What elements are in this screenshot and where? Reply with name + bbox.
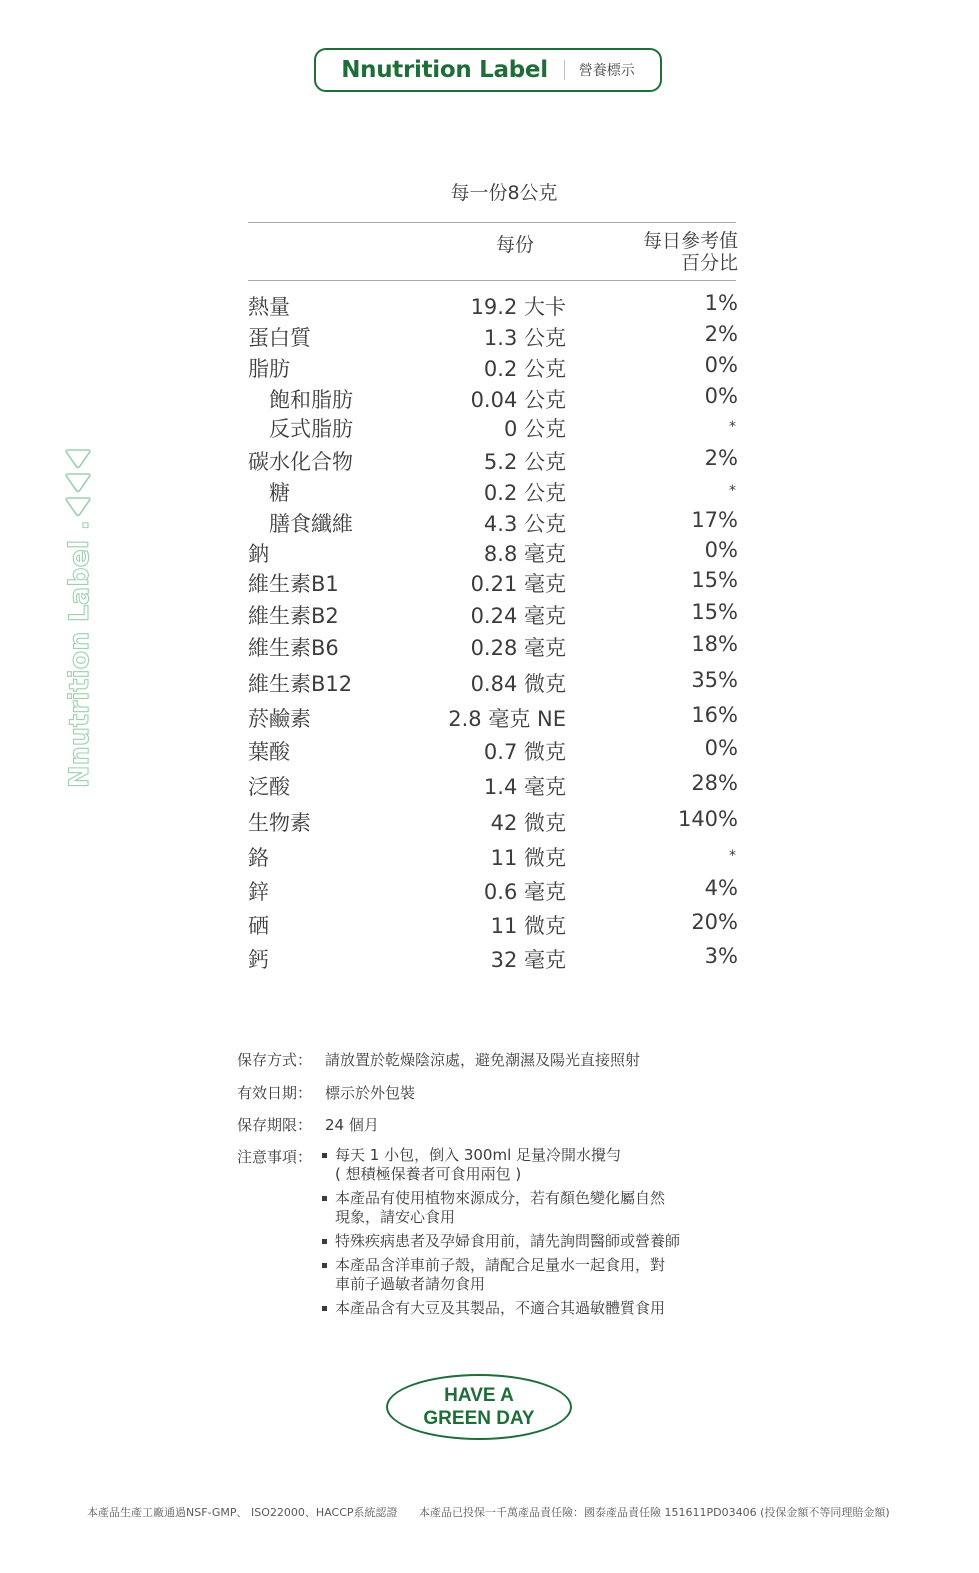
nutrient-name: 糖 xyxy=(269,481,290,505)
shelf-life-label: 保存期限： xyxy=(237,1116,313,1134)
caution-item xyxy=(321,1146,741,1184)
expiry-value: 標示於外包裝 xyxy=(325,1084,416,1102)
nutrient-name: 維生素B1 xyxy=(248,572,339,596)
nutrient-daily-value: 17% xyxy=(691,508,738,532)
nutrient-amount: 42 微克 xyxy=(490,811,566,835)
expiry-label: 有效日期： xyxy=(237,1084,313,1102)
nutrient-name: 飽和脂肪 xyxy=(269,388,353,412)
nutrient-name: 蛋白質 xyxy=(248,326,311,350)
serving-size: 每一份8公克 xyxy=(450,182,558,204)
slogan-line2: GREEN DAY xyxy=(423,1408,535,1429)
nutrient-name: 碳水化合物 xyxy=(248,450,353,474)
side-vertical-label xyxy=(58,446,98,790)
nutrient-amount: 0.2 公克 xyxy=(483,481,566,505)
nutrient-amount: 0.28 毫克 xyxy=(470,636,566,660)
caution-text-line1: 本產品有使用植物來源成分，若有顏色變化屬自然 xyxy=(335,1189,666,1207)
column-header-per-serving: 每份 xyxy=(495,234,534,256)
triangle-down-icon xyxy=(66,450,90,468)
table-row xyxy=(248,538,738,569)
nutrient-amount: 0.6 毫克 xyxy=(483,880,566,904)
triangle-down-icon xyxy=(66,498,90,516)
nutrient-daily-value: 0% xyxy=(704,538,738,562)
nutrient-daily-value: 0% xyxy=(704,353,738,377)
nutrient-name: 鈣 xyxy=(248,948,269,972)
expiry-note xyxy=(237,1082,415,1103)
nutrient-daily-value: 2% xyxy=(704,322,738,346)
nutrient-amount: 5.2 公克 xyxy=(483,450,566,474)
caution-text-line1: 特殊疾病患者及孕婦食用前，請先詢問醫師或營養師 xyxy=(335,1232,681,1250)
storage-value: 請放置於乾燥陰涼處，避免潮濕及陽光直接照射 xyxy=(325,1051,641,1069)
table-row xyxy=(248,668,738,699)
nutrient-name: 鋅 xyxy=(248,880,269,904)
shelf-life-value: 24 個月 xyxy=(325,1116,379,1134)
caution-label: 注意事項： xyxy=(237,1148,313,1166)
table-row xyxy=(248,807,738,838)
nutrient-amount: 1.3 公克 xyxy=(483,326,566,350)
nutrient-amount: 4.3 公克 xyxy=(483,512,566,536)
nutrient-amount: 0.04 公克 xyxy=(470,388,566,412)
caution-text-line2: ( 想積極保養者可食用兩包 ) xyxy=(335,1165,522,1183)
nutrient-daily-value: * xyxy=(729,848,736,864)
nutrient-daily-value: 2% xyxy=(704,446,738,470)
nutrient-amount: 32 毫克 xyxy=(490,948,566,972)
nutrient-amount: 11 微克 xyxy=(490,846,566,870)
triangle-down-icon xyxy=(66,474,90,492)
nutrient-name: 鈉 xyxy=(248,542,269,566)
nutrient-name: 脂肪 xyxy=(248,357,290,381)
slogan-line1: HAVE A xyxy=(444,1385,514,1406)
nutrient-daily-value: 0% xyxy=(704,384,738,408)
footer xyxy=(87,1504,947,1520)
caution-text-line1: 本產品含有大豆及其製品，不適合其過敏體質食用 xyxy=(335,1299,666,1317)
caution-item xyxy=(321,1299,741,1318)
nutrient-name: 菸鹼素 xyxy=(248,707,311,731)
nutrient-amount: 0.24 毫克 xyxy=(470,604,566,628)
table-row xyxy=(248,600,738,631)
caution-text-line1: 本產品含洋車前子殼，請配合足量水一起食用，對 xyxy=(335,1256,666,1274)
nutrient-daily-value: 0% xyxy=(704,736,738,760)
nutrient-amount: 0.2 公克 xyxy=(483,357,566,381)
caution-text-line2: 現象，請安心食用 xyxy=(335,1208,456,1226)
caution-text-line2: 車前子過敏者請勿食用 xyxy=(335,1275,486,1293)
shelf-life-note xyxy=(237,1114,379,1135)
table-row xyxy=(248,771,738,802)
nutrient-daily-value: 28% xyxy=(691,771,738,795)
nutrient-amount: 2.8 毫克 NE xyxy=(448,707,566,731)
nutrient-daily-value: * xyxy=(729,483,736,499)
nutrient-name: 硒 xyxy=(248,914,269,938)
nutrient-amount: 19.2 大卡 xyxy=(470,295,566,319)
nutrient-amount: 0.7 微克 xyxy=(483,740,566,764)
nutrient-amount: 1.4 毫克 xyxy=(483,775,566,799)
table-row xyxy=(248,413,738,444)
nutrient-daily-value: 140% xyxy=(677,807,738,831)
nutrient-amount: 8.8 毫克 xyxy=(483,542,566,566)
table-row xyxy=(248,384,738,415)
column-header-daily-value-line2: 百分比 xyxy=(680,252,738,274)
table-row xyxy=(248,944,738,975)
table-row xyxy=(248,508,738,539)
table-row xyxy=(248,876,738,907)
table-row xyxy=(248,910,738,941)
nutrient-amount: 0 公克 xyxy=(503,417,566,441)
caution-item xyxy=(321,1232,741,1251)
caution-item xyxy=(321,1256,741,1294)
nutrient-daily-value: 20% xyxy=(691,910,738,934)
divider xyxy=(564,60,565,80)
nutrient-amount: 0.84 微克 xyxy=(470,672,566,696)
table-row xyxy=(248,736,738,767)
header-badge xyxy=(314,48,662,92)
nutrient-daily-value: 16% xyxy=(691,703,738,727)
column-header-daily-value xyxy=(600,230,738,274)
nutrient-daily-value: 3% xyxy=(704,944,738,968)
caution-list xyxy=(321,1146,741,1323)
nutrient-name: 葉酸 xyxy=(248,740,290,764)
table-row xyxy=(248,477,738,508)
table-top-rule xyxy=(248,222,736,223)
table-row xyxy=(248,446,738,477)
table-row xyxy=(248,842,738,873)
table-row xyxy=(248,703,738,734)
nutrient-name: 維生素B2 xyxy=(248,604,339,628)
nutrient-name: 鉻 xyxy=(248,846,269,870)
footer-certification: 本產品生產工廠通過NSF-GMP、 ISO22000、HACCP系統認證 xyxy=(87,1506,398,1519)
table-row xyxy=(248,353,738,384)
table-row xyxy=(248,632,738,663)
nutrient-amount: 0.21 毫克 xyxy=(470,572,566,596)
page-subtitle: 營養標示 xyxy=(578,63,635,79)
caution-item xyxy=(321,1189,741,1227)
table-header-rule xyxy=(248,280,736,281)
side-label-graphic xyxy=(58,446,98,790)
footer-insurance: 本產品已投保一千萬產品責任險：國泰產品責任險 151611PD03406 (投保金額不等同理賠金額) xyxy=(419,1506,890,1519)
nutrient-daily-value: 15% xyxy=(691,600,738,624)
table-row xyxy=(248,568,738,599)
nutrient-name: 泛酸 xyxy=(248,775,290,799)
nutrient-name: 維生素B12 xyxy=(248,672,353,696)
caution-text-line1: 每天 1 小包，倒入 300ml 足量冷開水攪勻 xyxy=(335,1146,622,1164)
nutrient-daily-value: 4% xyxy=(704,876,738,900)
nutrient-daily-value: 35% xyxy=(691,668,738,692)
nutrient-daily-value: 1% xyxy=(704,291,738,315)
nutrient-daily-value: 18% xyxy=(691,632,738,656)
nutrient-daily-value: * xyxy=(729,419,736,435)
nutrient-name: 生物素 xyxy=(248,811,311,835)
storage-label: 保存方式： xyxy=(237,1051,313,1069)
nutrient-name: 膳食纖維 xyxy=(269,512,353,536)
slogan-badge xyxy=(386,1374,572,1440)
storage-note xyxy=(237,1049,640,1070)
nutrient-daily-value: 15% xyxy=(691,568,738,592)
column-header-daily-value-line1: 每日參考值 xyxy=(642,230,738,252)
nutrient-name: 維生素B6 xyxy=(248,636,339,660)
page-title: Nnutrition Label xyxy=(341,57,548,83)
table-row xyxy=(248,322,738,353)
nutrient-name: 反式脂肪 xyxy=(269,417,353,441)
side-label-text: Nnutrition Label . xyxy=(64,520,95,788)
nutrient-name: 熱量 xyxy=(248,295,290,319)
nutrient-amount: 11 微克 xyxy=(490,914,566,938)
table-row xyxy=(248,291,738,322)
